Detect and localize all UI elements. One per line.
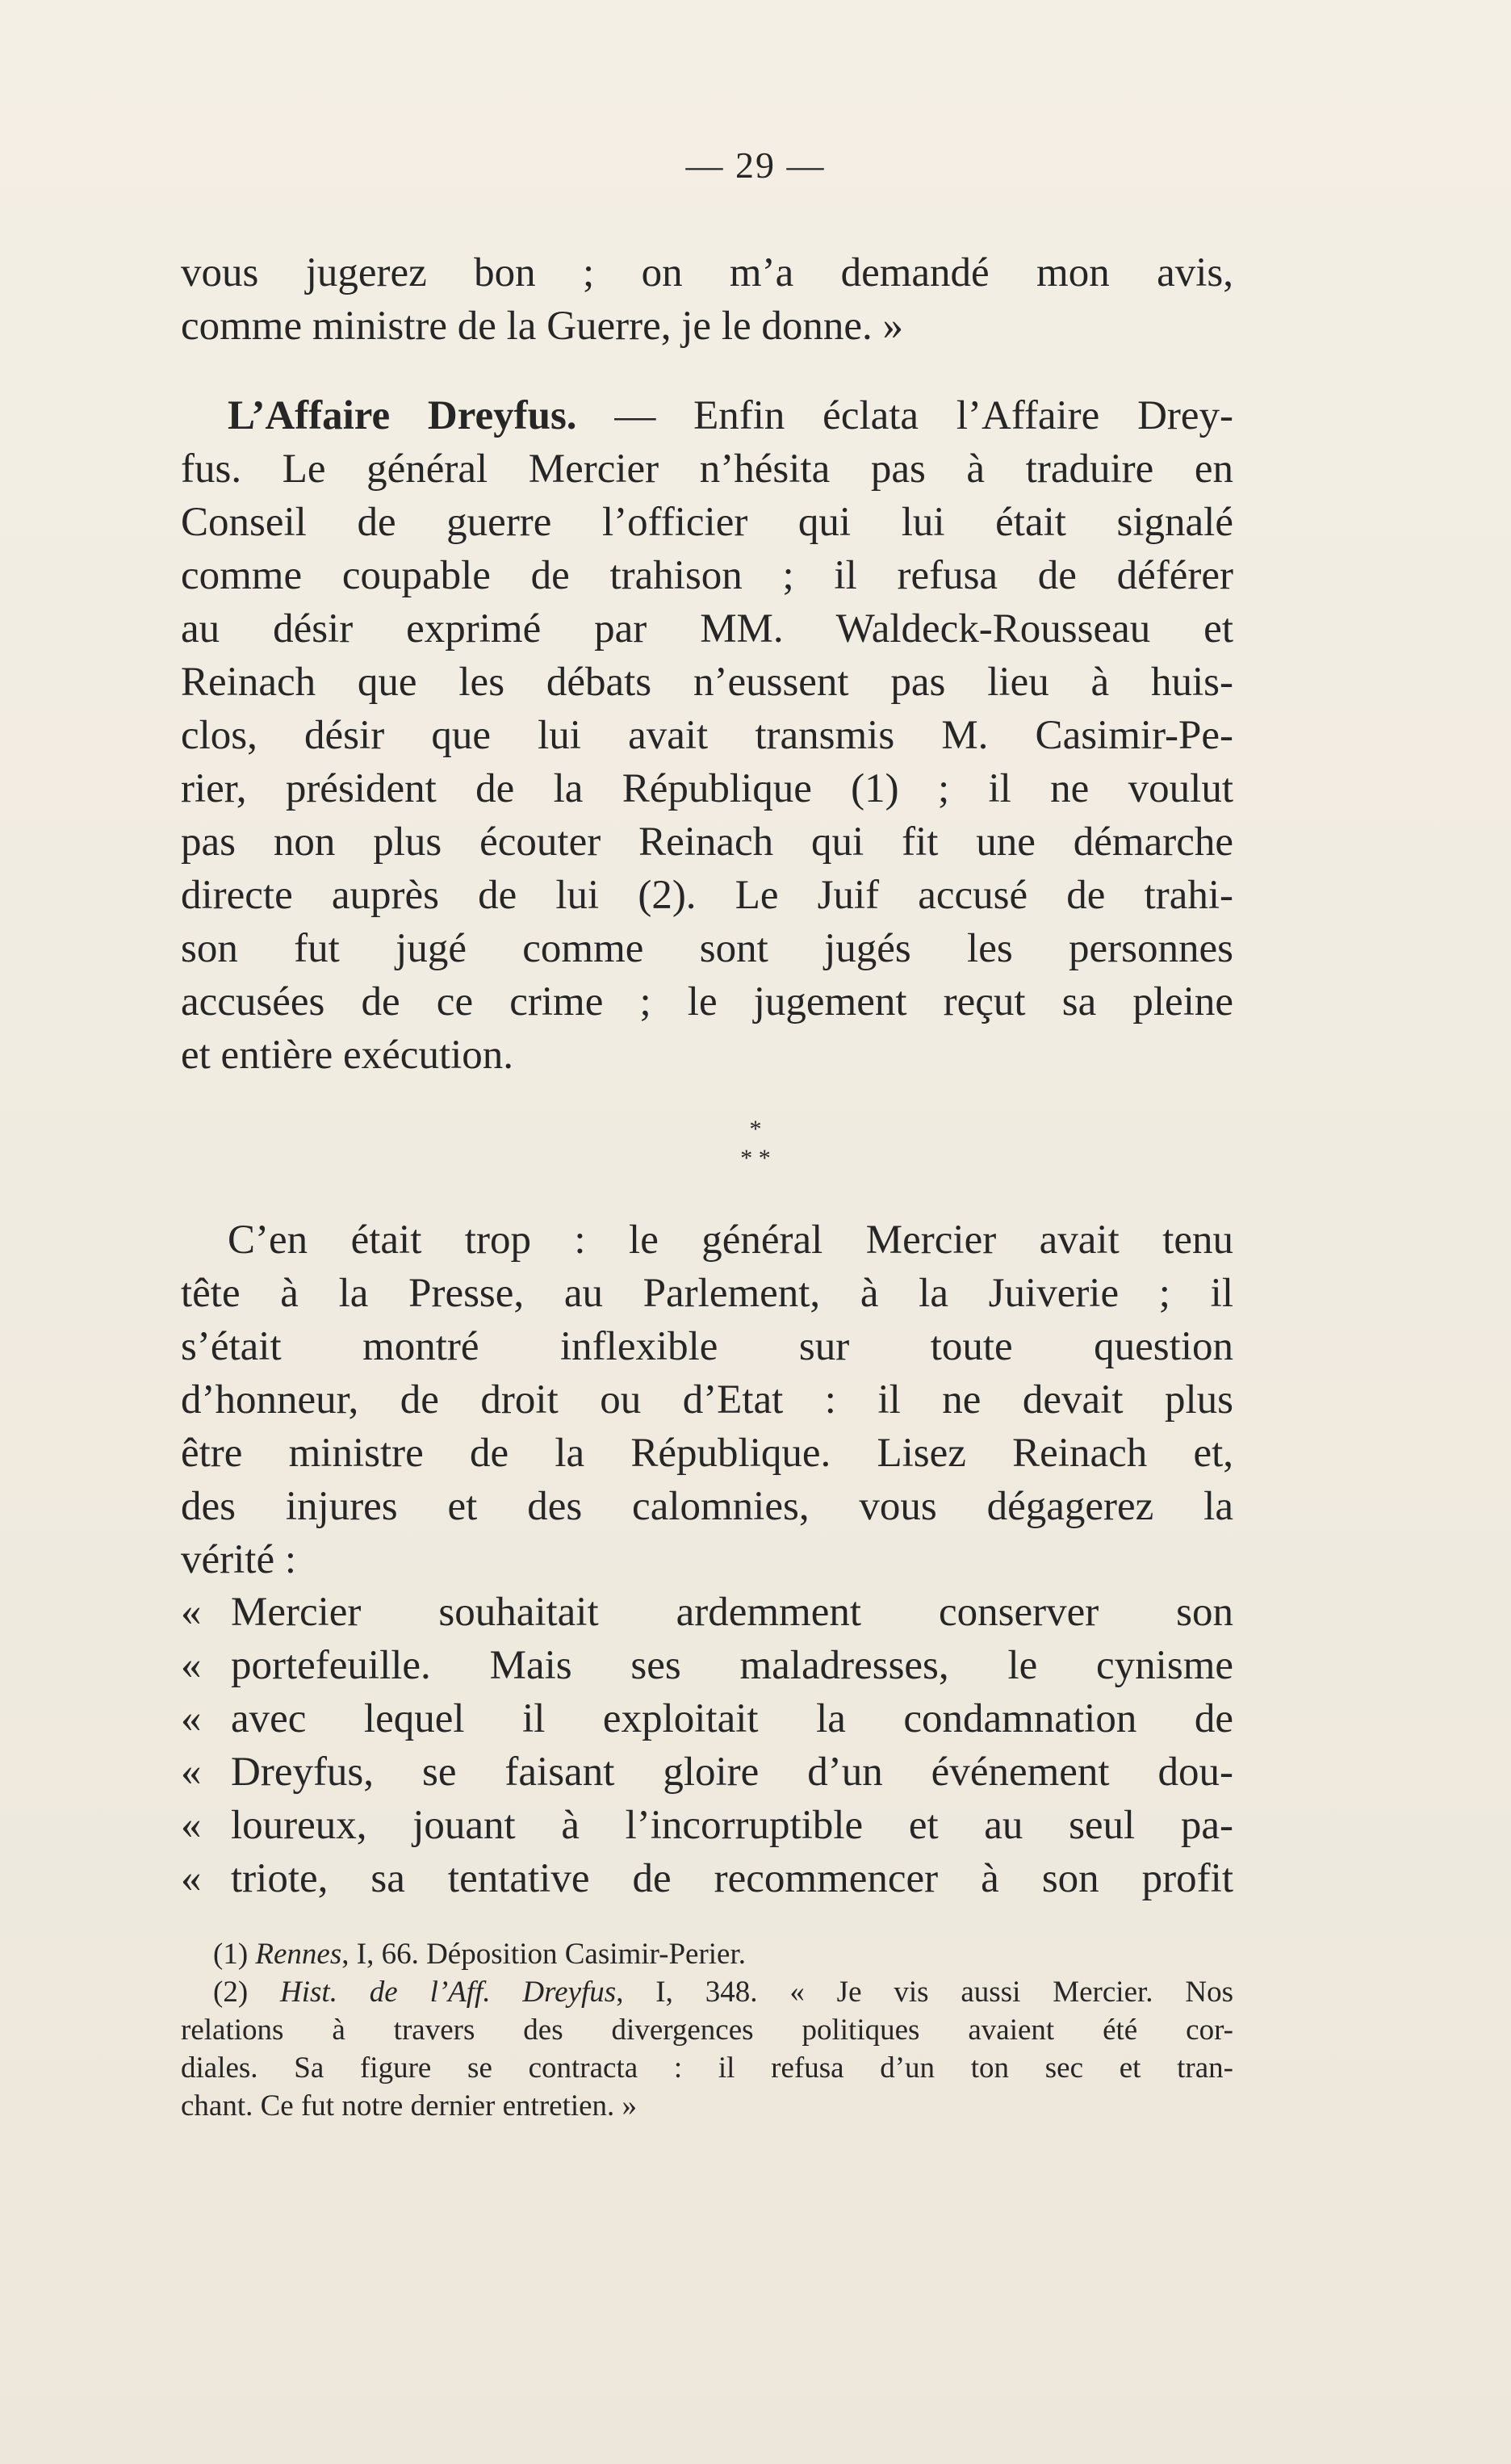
text-line: d’honneur, de droit ou d’Etat : il ne devait plus: [181, 1377, 1233, 1423]
quote-line: [181, 1639, 1233, 1692]
quote-line: [181, 1692, 1233, 1745]
quote-text: avec lequel il exploitait la condamnation de: [231, 1696, 1233, 1741]
text-line: et entière exécution.: [181, 1033, 514, 1078]
asterism-top: *: [749, 1116, 762, 1142]
text-line: directe auprès de lui (2). Le Juif accusé de trahi-: [181, 873, 1233, 918]
section-heading: L’Affaire Dreyfus.: [228, 393, 577, 438]
footnote-mark: (1): [213, 1938, 249, 1971]
text-line: rier, président de la République (1) ; il ne voulut: [181, 766, 1233, 811]
footnote-mark: (2): [213, 1976, 249, 2009]
quote-mark: «: [181, 1856, 202, 1901]
quote-text: Dreyfus, se faisant gloire d’un événement dou-: [231, 1750, 1233, 1795]
quotation-block: [181, 1586, 1233, 1905]
paragraph-affaire-dreyfus: [181, 389, 1233, 1082]
text-line: tête à la Presse, au Parlement, à la Juiverie ; il: [181, 1271, 1233, 1316]
text-line: C’en était trop : le général Mercier avait tenu: [228, 1217, 1233, 1263]
paragraph-continuation: [181, 246, 1233, 353]
text-line: des injures et des calomnies, vous dégagerez la: [181, 1484, 1233, 1529]
text-fragment: — Enfin éclata l’Affaire Drey-: [576, 393, 1234, 438]
footnote-2: [181, 1973, 1233, 2011]
quote-text: loureux, jouant à l’incorruptible et au seul pa-: [231, 1803, 1233, 1848]
text-line: clos, désir que lui avait transmis M. Casimir-Pe-: [181, 713, 1233, 758]
text-line: vous jugerez bon ; on m’a demandé mon avis,: [181, 250, 1233, 295]
quote-mark: «: [181, 1803, 202, 1848]
quote-mark: «: [181, 1696, 202, 1741]
text-line: [181, 389, 1233, 442]
footnote-line: relations à travers des divergences politiques avaient été cor-: [181, 2014, 1233, 2047]
quote-mark: «: [181, 1643, 202, 1688]
footnote-source: Hist. de l’Aff. Dreyfus: [280, 1976, 617, 2009]
text-line: son fut jugé comme sont jugés les personnes: [181, 926, 1233, 971]
footnote-1: [181, 1935, 1233, 1973]
footnote-text: , I, 348. « Je vis aussi Mercier. Nos: [616, 1976, 1233, 2009]
quote-line: [181, 1799, 1233, 1852]
page-number: — 29 —: [685, 145, 826, 186]
footnote-text: , I, 66. Déposition Casimir-Perier.: [341, 1938, 747, 1971]
quote-text: portefeuille. Mais ses maladresses, le cynisme: [231, 1643, 1233, 1688]
text-line: au désir exprimé par MM. Waldeck-Rousseau et: [181, 606, 1233, 652]
quote-mark: «: [181, 1750, 202, 1795]
quote-line: [181, 1745, 1233, 1799]
text-line: comme ministre de la Guerre, je le donne. »: [181, 304, 904, 349]
text-line: accusées de ce crime ; le jugement reçut sa pleine: [181, 979, 1233, 1025]
text-line: fus. Le général Mercier n’hésita pas à traduire en: [181, 446, 1233, 492]
quote-line: [181, 1586, 1233, 1639]
footnote-source: Rennes: [255, 1938, 342, 1971]
footnote-line: diales. Sa figure se contracta : il refusa d’un ton sec et tran-: [181, 2051, 1233, 2085]
asterism-bottom: * *: [740, 1145, 771, 1171]
text-line: s’était montré inflexible sur toute question: [181, 1324, 1233, 1369]
quote-line: [181, 1852, 1233, 1905]
paragraph-mercier: [181, 1213, 1233, 1586]
quote-mark: «: [181, 1590, 202, 1635]
text-line: vérité :: [181, 1537, 297, 1582]
text-line: pas non plus écouter Reinach qui fit une démarche: [181, 819, 1233, 865]
footnotes: [181, 1935, 1233, 2125]
footnote-line: chant. Ce fut notre dernier entretien. »: [181, 2089, 638, 2122]
text-line: Conseil de guerre l’officier qui lui était signalé: [181, 500, 1233, 545]
quote-text: triote, sa tentative de recommencer à son profit: [231, 1856, 1233, 1901]
text-line: être ministre de la République. Lisez Reinach et,: [181, 1431, 1233, 1476]
text-line: comme coupable de trahison ; il refusa de déférer: [181, 553, 1233, 598]
quote-text: Mercier souhaitait ardemment conserver son: [231, 1590, 1233, 1635]
text-line: Reinach que les débats n’eussent pas lieu à huis-: [181, 660, 1233, 705]
